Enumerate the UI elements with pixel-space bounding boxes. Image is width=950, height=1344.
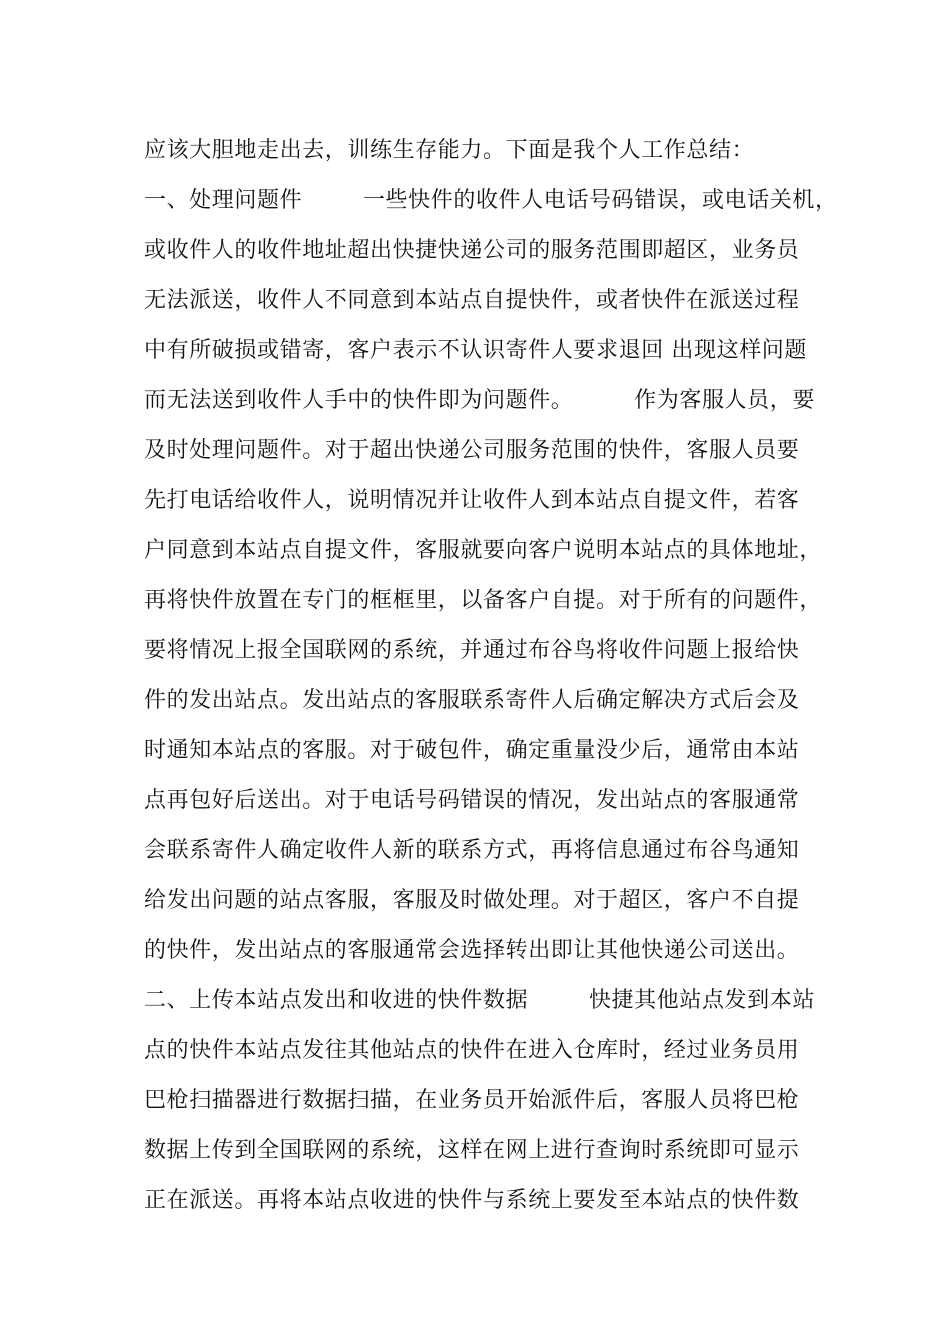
text-line: 先打电话给收件人，说明情况并让收件人到本站点自提文件，若客: [144, 488, 800, 513]
text-line: 再将快件放置在专门的框框里，以备客户自提。对于所有的问题件，: [144, 588, 823, 613]
text-line: 正在派送。再将本站点收进的快件与系统上要发至本站点的快件数: [144, 1188, 800, 1213]
text-line: 点的快件本站点发往其他站点的快件在进入仓库时，经过业务员用: [144, 1038, 800, 1063]
text-line: 会联系寄件人确定收件人新的联系方式，再将信息通过布谷鸟通知: [144, 838, 800, 863]
text-line: 一、处理问题件 一些快件的收件人电话号码错误，或电话关机，: [144, 188, 838, 213]
text-line: 二、上传本站点发出和收进的快件数据 快捷其他站点发到本站: [144, 988, 815, 1013]
text-line: 中有所破损或错寄，客户表示不认识寄件人要求退回 出现这样问题: [144, 338, 807, 363]
text-line: 的快件，发出站点的客服通常会选择转出即让其他快递公司送出。: [144, 938, 800, 963]
text-line: 及时处理问题件。对于超出快递公司服务范围的快件，客服人员要: [144, 438, 800, 463]
text-line: 户同意到本站点自提文件，客服就要向客户说明本站点的具体地址，: [144, 538, 823, 563]
text-line: 时通知本站点的客服。对于破包件，确定重量没少后，通常由本站: [144, 738, 800, 763]
text-line: 无法派送，收件人不同意到本站点自提快件，或者快件在派送过程: [144, 288, 800, 313]
text-line: 应该大胆地走出去，训练生存能力。下面是我个人工作总结：: [144, 138, 755, 163]
text-line: 点再包好后送出。对于电话号码错误的情况，发出站点的客服通常: [144, 788, 800, 813]
text-line: 数据上传到全国联网的系统，这样在网上进行查询时系统即可显示: [144, 1138, 800, 1163]
text-line: 而无法送到收件人手中的快件即为问题件。 作为客服人员，要: [144, 388, 815, 413]
body-text: [144, 126, 844, 1226]
text-line: 巴枪扫描器进行数据扫描，在业务员开始派件后，客服人员将巴枪: [144, 1088, 800, 1113]
text-line: 件的发出站点。发出站点的客服联系寄件人后确定解决方式后会及: [144, 688, 800, 713]
text-line: 要将情况上报全国联网的系统，并通过布谷鸟将收件问题上报给快: [144, 638, 800, 663]
text-line: 或收件人的收件地址超出快捷快递公司的服务范围即超区，业务员: [144, 238, 800, 263]
text-line: 给发出问题的站点客服，客服及时做处理。对于超区，客户不自提: [144, 888, 800, 913]
